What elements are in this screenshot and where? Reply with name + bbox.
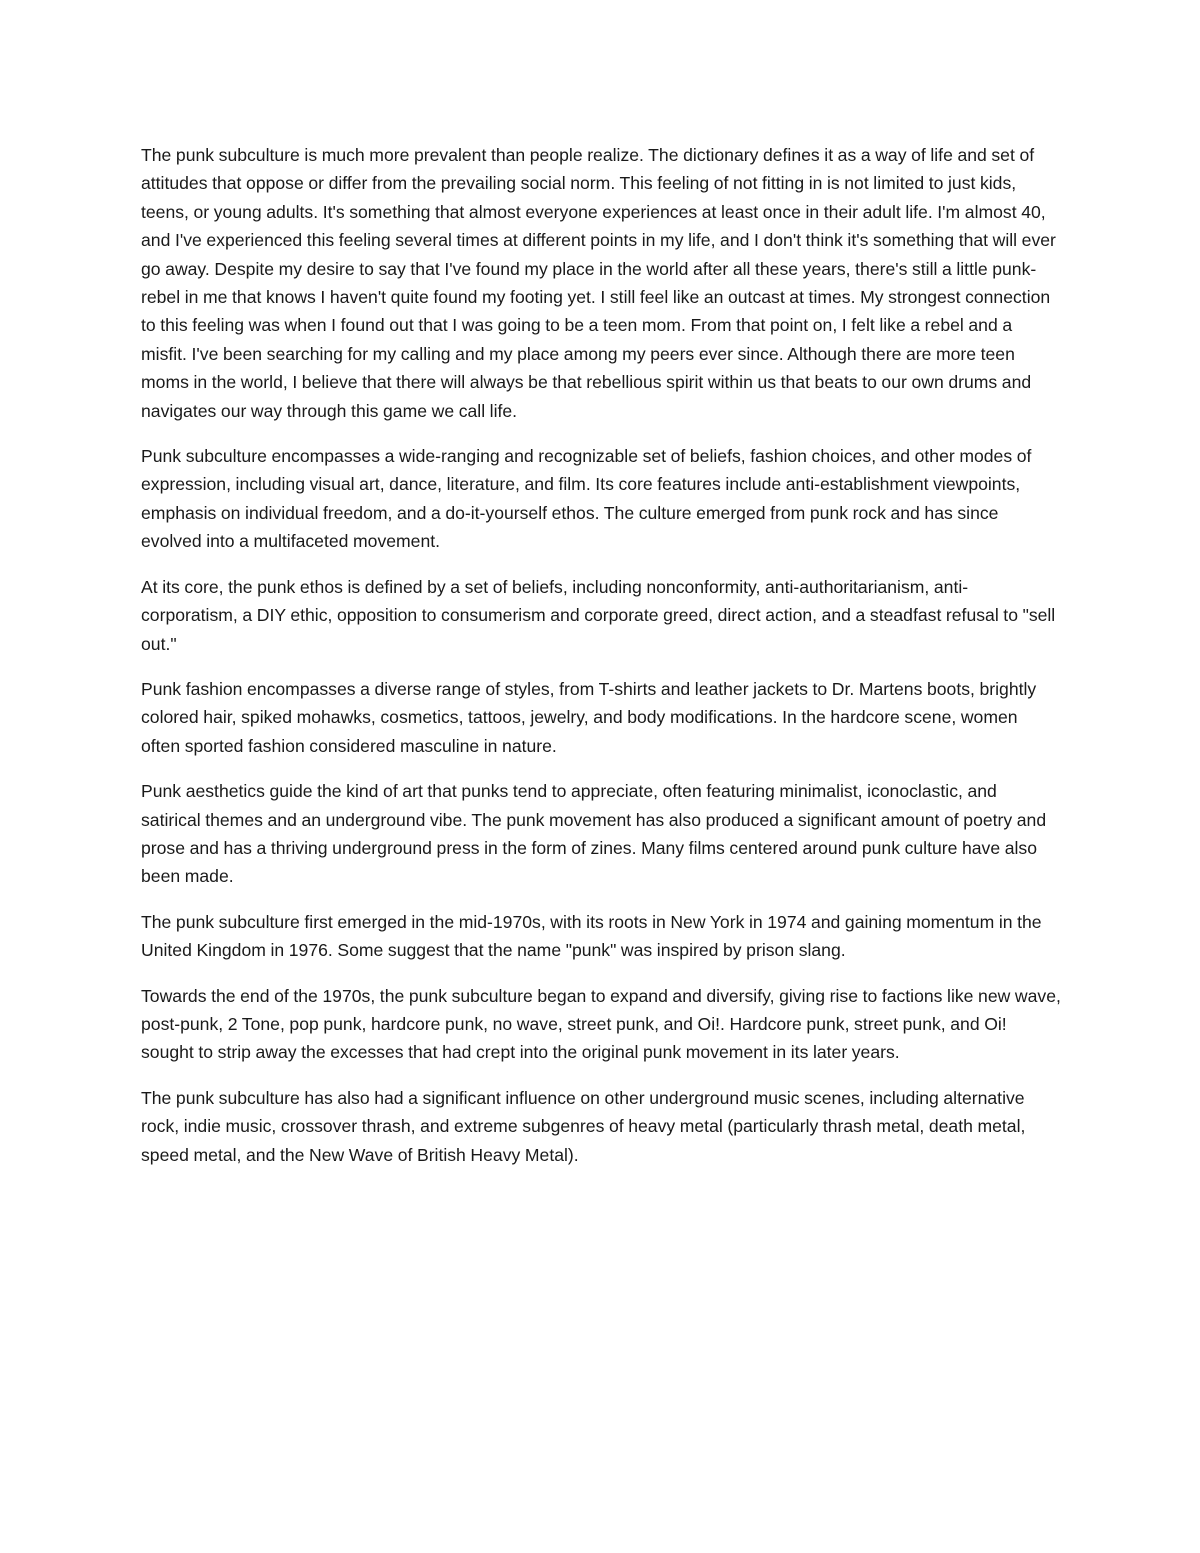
paragraph-7: Towards the end of the 1970s, the punk subculture began to expand and diversify, giving rise to factions like new wave, post-punk, 2 Tone, pop punk, hardcore punk, no wave, street punk, and Oi!. Hardcore punk, street punk, and Oi! sought to strip away the excesses that had crept into the original punk movement in its later years. (141, 985, 1061, 1063)
document-body (141, 141, 1061, 1186)
paragraph-8: The punk subculture has also had a significant influence on other underground music scenes, including alternative rock, indie music, crossover thrash, and extreme subgenres of heavy metal (particularly thrash metal, death metal, speed metal, and the New Wave of British Heavy Metal). (141, 1087, 1026, 1165)
paragraph-1: The punk subculture is much more prevalent than people realize. The dictionary defines it as a way of life and set of attitudes that oppose or differ from the prevailing social norm. This feeling of not fitting in is not limited to just kids, teens, or young adults. It's something that almost everyone experiences at least once in their adult life. I'm almost 40, and I've experienced this feeling several times at different points in my life, and I don't think it's something that will ever go away. Despite my desire to say that I've found my place in the world after all these years, there's still a little punk-rebel in me that knows I haven't quite found my footing yet. I still feel like an outcast at times. My strongest connection to this feeling was when I found out that I was going to be a teen mom. From that point on, I felt like a rebel and a misfit. I've been searching for my calling and my place among my peers ever since. Although there are more teen moms in the world, I believe that there will always be that rebellious spirit within us that beats to our own drums and navigates our way through this game we call life. (141, 145, 1056, 421)
paragraph-3: At its core, the punk ethos is defined by a set of beliefs, including nonconformity, anti-authoritarianism, anti-corporatism, a DIY ethic, opposition to consumerism and corporate greed, direct action, and a steadfast refusal to "sell out." (141, 576, 1056, 654)
paragraph-2: Punk subculture encompasses a wide-ranging and recognizable set of beliefs, fashion choices, and other modes of expression, including visual art, dance, literature, and film. Its core features include anti-establishment viewpoints, emphasis on individual freedom, and a do-it-yourself ethos. The culture emerged from punk rock and has since evolved into a multifaceted movement. (141, 446, 1032, 552)
paragraph-4: Punk fashion encompasses a diverse range of styles, from T-shirts and leather jackets to Dr. Martens boots, brightly colored hair, spiked mohawks, cosmetics, tattoos, jewelry, and body modifications. In the hardcore scene, women often sported fashion considered masculine in nature. (141, 678, 1037, 756)
paragraph-5: Punk aesthetics guide the kind of art that punks tend to appreciate, often featuring minimalist, iconoclastic, and satirical themes and an underground vibe. The punk movement has also produced a significant amount of poetry and prose and has a thriving underground press in the form of zines. Many films centered around punk culture have also been made. (141, 781, 1047, 887)
paragraph-6: The punk subculture first emerged in the mid-1970s, with its roots in New York in 1974 and gaining momentum in the United Kingdom in 1976. Some suggest that the name "punk" was inspired by prison slang. (141, 911, 1042, 961)
